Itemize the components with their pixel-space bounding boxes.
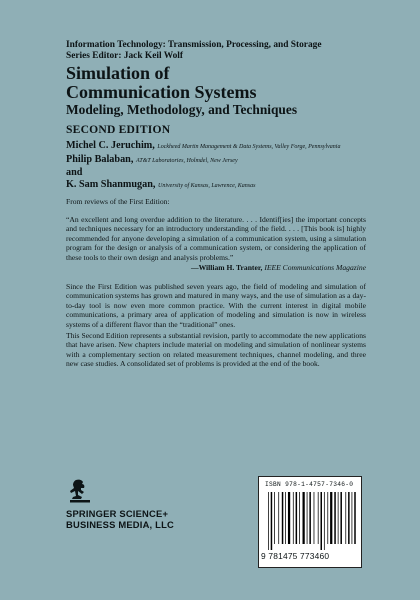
publisher-line2: BUSINESS MEDIA, LLC [66, 519, 174, 530]
barcode-bar [268, 492, 269, 550]
isbn-barcode-block [258, 476, 362, 568]
author-affiliation: AT&T Laboratories, Holmdel, New Jersey [135, 157, 238, 164]
publisher-line1: SPRINGER SCIENCE+ [66, 508, 169, 519]
barcode-icon [267, 492, 357, 550]
barcode-bar [288, 492, 290, 544]
book-subtitle: Modeling, Methodology, and Techniques [66, 102, 298, 117]
springer-chess-knight-icon [66, 478, 94, 504]
quote-attribution [0, 263, 366, 272]
review-quote: “An excellent and long overdue addition to the literature. . . . Identif[ies] the important concepts and techniques necessary for an introductory understanding of the field. . . . [This book is] highly recommended for anyone developing a simulation of a communication system, using a simulation program for the design or analysis of a communication system, or considering the application of these tools to their own design and analysis problems.” [66, 215, 366, 262]
author-affiliation: Lockheed Martin Management & Data Systems, Valley Forge, Pennsylvania [157, 144, 341, 150]
authors-list [66, 140, 406, 192]
barcode-bar [348, 492, 350, 544]
barcode-bar [354, 492, 356, 544]
author-name: Michel C. Jeruchim, [66, 140, 155, 151]
isbn-number: ISBN 978-1-4757-7346-0 [265, 481, 354, 488]
reviews-intro: From reviews of the First Edition: [66, 197, 170, 206]
barcode-bar [314, 492, 315, 544]
author-name: Philip Balaban, [66, 153, 134, 165]
barcode-bar [285, 492, 286, 544]
barcode-bar [334, 492, 336, 544]
publisher-name [66, 508, 174, 530]
barcode-bar [296, 492, 298, 544]
author-item [66, 140, 406, 154]
barcode-bar [340, 492, 342, 544]
series-title: Information Technology: Transmission, Processing, and Storage [66, 40, 322, 50]
description-paragraph: Since the First Edition was published seven years ago, the field of modeling and simulation of communication systems has grown and matured in many ways, and the use of simulation as a day-to-day tool is now even more common practice. With the current interest in digital mobile communications, a primary area of application of modeling and simulation is now in wireless systems of a different flavor than the “traditional” ones. [66, 282, 366, 329]
book-title-line2: Communication Systems [66, 82, 257, 102]
author-item [66, 179, 406, 193]
attribution-source: IEEE Communications Magazine [264, 263, 366, 272]
barcode-bar [318, 492, 319, 544]
edition-label: SECOND EDITION [66, 123, 171, 136]
barcode-bar [274, 492, 275, 544]
author-item [66, 154, 406, 168]
barcode-bar [303, 492, 305, 544]
book-title-line1: Simulation of [66, 63, 170, 83]
barcode-bar [307, 492, 308, 544]
barcode-bar [293, 492, 294, 544]
attribution-name: —William H. Tranter, [190, 263, 263, 272]
barcode-bar [345, 492, 346, 544]
series-editor: Series Editor: Jack Keil Wolf [66, 51, 184, 61]
barcode-bar [321, 492, 323, 550]
author-name: K. Sam Shanmugan, [66, 178, 156, 190]
barcode-bar [271, 492, 273, 550]
barcode-bar [278, 492, 279, 544]
barcode-bar [309, 492, 311, 544]
barcode-bar [299, 492, 300, 544]
description-paragraph: This Second Edition represents a substantial revision, partly to accommodate the new applications that have arisen. New chapters include material on modeling and simulation of nonlinear systems with a complementary section on related measurement techniques, channel modeling, and three new case studies. A consolidated set of problems is provided at the end of the book. [66, 331, 366, 369]
book-title [66, 64, 257, 102]
barcode-bar [282, 492, 284, 544]
barcode-bar [327, 492, 328, 544]
barcode-bar [352, 492, 353, 544]
authors-conjunction: and [66, 167, 83, 179]
barcode-bar [330, 492, 332, 544]
series-info [66, 40, 322, 62]
barcode-bar [338, 492, 339, 544]
barcode-bar [324, 492, 325, 550]
barcode-digits: 9 781475 773460 [261, 551, 330, 561]
author-affiliation: University of Kansas, Lawrence, Kansas [158, 182, 256, 189]
